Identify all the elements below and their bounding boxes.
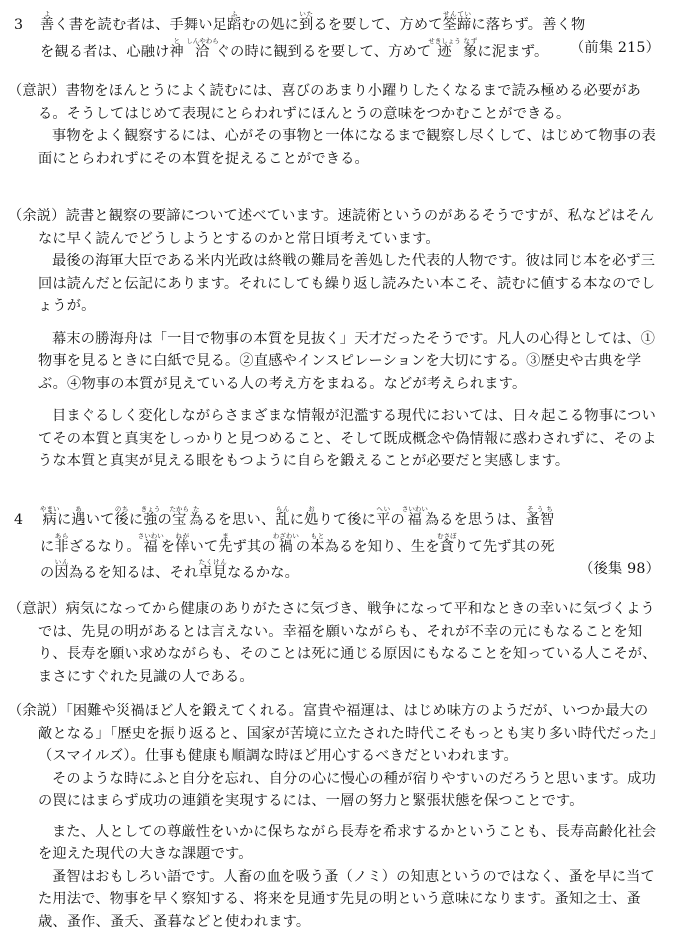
quote-line <box>0 558 700 585</box>
ruby-word: 乱らん <box>275 505 290 528</box>
commentary-para: そのような時にふと自分を忘れ、自分の心に慢心の種が宿りやすいのだろうと思います。成功の罠にはまらず成功の連鎖を実現するには、一層の努力と緊張状態を保つことです。 <box>38 770 656 809</box>
ruby-word: 遇あ <box>71 505 86 528</box>
ruby-word: 病やまい <box>40 505 60 528</box>
quote-text: るを思い、 <box>203 512 276 528</box>
ruby-word: 因いん <box>54 558 69 581</box>
ruby-word: 到いた <box>299 10 314 33</box>
section-3-translation <box>0 80 700 170</box>
section-4-commentary <box>0 700 700 933</box>
commentary-para: また、人としての尊厳性をいかに保ちながら長寿を希求するかということも、長寿高齢化社会を迎えた現代の大きな課題です。 <box>38 823 657 862</box>
quote-text: を <box>160 538 176 555</box>
ruby-word: 貪むさぼ <box>437 531 457 555</box>
quote-line: 3 善よく書を読む者は、手舞い足蹈ふむの処に到いたるを要して、方めて筌蹄せんていに落ちず。善く物 <box>0 10 700 37</box>
ruby-word: 倖ねが <box>175 531 190 555</box>
quote-text: りて後に <box>318 512 377 528</box>
quote-text: の <box>40 565 55 581</box>
quote-text: りて先ず其の死 <box>454 538 555 555</box>
ruby-word: 筌蹄せんてい <box>442 10 472 33</box>
translation-label: （意訳） <box>8 601 66 617</box>
ruby-word: 平へい <box>376 505 391 528</box>
quote-line <box>0 532 700 559</box>
source-citation: （前集 215） <box>570 39 660 56</box>
commentary-para: 幕末の勝海舟は「一目で物事の本質を見抜く」天才だったそうです。凡人の心得としては、①物事を見るときに白紙で見る。②直感やインスピレーションを大切にする。③歴史や古典を学ぶ。④物事の本質が見えている人の考え方をまねる。などが考えられます。 <box>38 330 656 392</box>
quote-text: 為るを思うは、 <box>424 512 526 528</box>
ruby-word: 為た <box>189 505 204 528</box>
ruby-word: 福さいわい <box>137 531 164 555</box>
ruby-word: 善よ <box>40 10 55 33</box>
quote-line <box>0 505 700 532</box>
section-3-quote <box>0 10 700 63</box>
commentary-para: 最後の海軍大臣である米内光政は終戦の難局を善処した代表的人物です。彼は同じ本を必ず三回は読んだと伝記にあります。それにしても繰り返し読みたい本こそ、読むに値する本なのでしょうが。 <box>38 253 656 314</box>
quote-text: に <box>289 512 305 528</box>
quote-text: いて <box>85 512 115 528</box>
quote-text: 為るを知るは、それ <box>68 565 199 581</box>
quote-text: ざるなり。 <box>68 538 141 555</box>
quote-text: なるかな。 <box>227 565 300 581</box>
ruby-word: 洽しんやわら <box>186 36 219 60</box>
quote-line: を観る者は、心融け神と 洽しんやわらぐの時に観到るを要して、方めて迹せきしょう 象なずに泥まず。 （前集 215） <box>40 36 660 60</box>
ruby-word: 蹈ふ <box>227 10 242 33</box>
ruby-word: 本もと <box>310 531 325 555</box>
ruby-word: 後のち <box>114 505 129 528</box>
ruby-word: 象なず <box>463 36 478 60</box>
quote-text: いて <box>189 538 219 555</box>
translation-para: （意訳）書物をほんとうによく読むには、喜びのあまり小躍りしたくなるまで読み極める必要がある。そうしてはじめて表現にとらわれずにほんとうの意味をつかむことができる。 <box>8 83 642 122</box>
commentary-label: （余説） <box>8 703 66 719</box>
ruby-word: 神と <box>169 36 184 60</box>
section-4-translation <box>0 598 700 688</box>
section-3-commentary <box>0 205 700 473</box>
quote-text: の <box>390 512 405 528</box>
commentary-para: 目まぐるしく変化しながらさまざまな情報が氾濫する現代においては、日々起こる物事についてその本質と真実をしっかりと見つめること、そして既成概念や偽情報に惑わされずに、そのような本質と真実が見える眼をもつように自らを鍛えることが必要だと実感します。 <box>38 408 657 469</box>
ruby-word: 処お <box>304 505 319 528</box>
ruby-word: 非あら <box>54 531 69 555</box>
quote-text: に <box>128 512 144 528</box>
translation-para: （意訳）病気になってから健康のありがたさに気づき、戦争になって平和なときの幸いに気づくようでは、先見の明があるとは言えない。幸福を願いながらも、それが不幸の元にもなることを知り、長寿を願い求めながらも、そのことは死に通じる原因にもなることを知っている人こそが、まさにすぐれた見識の人である。 <box>8 601 657 685</box>
quote-text: に <box>40 538 55 555</box>
section-number: 3 <box>14 17 24 33</box>
source-citation: （後集 98） <box>579 561 660 577</box>
quote-text: 為るを知り、生を <box>324 538 440 555</box>
commentary-para: 蚤智はおもしろい語です。人畜の血を吸う蚤（ノミ）の知恵というのではなく、蚤を早に当てた用法で、物事を早く察知する、将来を見通す先見の明という意味になります。蚤知之士、蚤歳、蚤作、蚤夭、蚤暮などと使われます。 <box>38 868 655 930</box>
commentary-para: （余説）読書と観察の要諦について述べています。速読術というのがあるそうですが、私などはそんなに早く読んでどうしようとするのかと常日頃考えています。 <box>8 208 655 247</box>
ruby-word: 宝たから <box>169 505 190 528</box>
section-number: 4 <box>14 512 24 528</box>
section-4-quote <box>0 505 700 585</box>
quote-text: ず其の <box>232 538 276 555</box>
quote-text: に <box>56 512 72 528</box>
quote-text: の <box>157 512 173 528</box>
translation-label: （意訳） <box>8 83 66 99</box>
ruby-word: 先ま <box>218 531 233 555</box>
ruby-word: 禍わざわい <box>272 531 299 555</box>
commentary-label: （余説） <box>8 208 66 224</box>
ruby-word: 迹せきしょう <box>428 36 461 60</box>
ruby-word: 蚤智そうち <box>525 505 555 528</box>
commentary-para: （余説）「困難や災禍ほど人を鍛えてくれる。富貴や福運は、はじめ味方のようだが、いつか最大の敵となる」「歴史を振り返ると、国家が苦境に立たされた時代こそもっとも実り多い時代だった」（スマイルズ）。仕事も健康も順調な時ほど用心するべきだといわれます。 <box>8 703 657 764</box>
translation-para: 事物をよく観察するには、心がその事物と一体になるまで観察し尽くして、はじめて物事の表面にとらわれずにその本質を捉えることができる。 <box>38 128 656 167</box>
ruby-word: 卓見たくけん <box>198 558 228 581</box>
ruby-word: 福さいわい <box>401 505 428 528</box>
ruby-word: 強きょう <box>140 505 161 528</box>
quote-text: の <box>295 538 311 555</box>
